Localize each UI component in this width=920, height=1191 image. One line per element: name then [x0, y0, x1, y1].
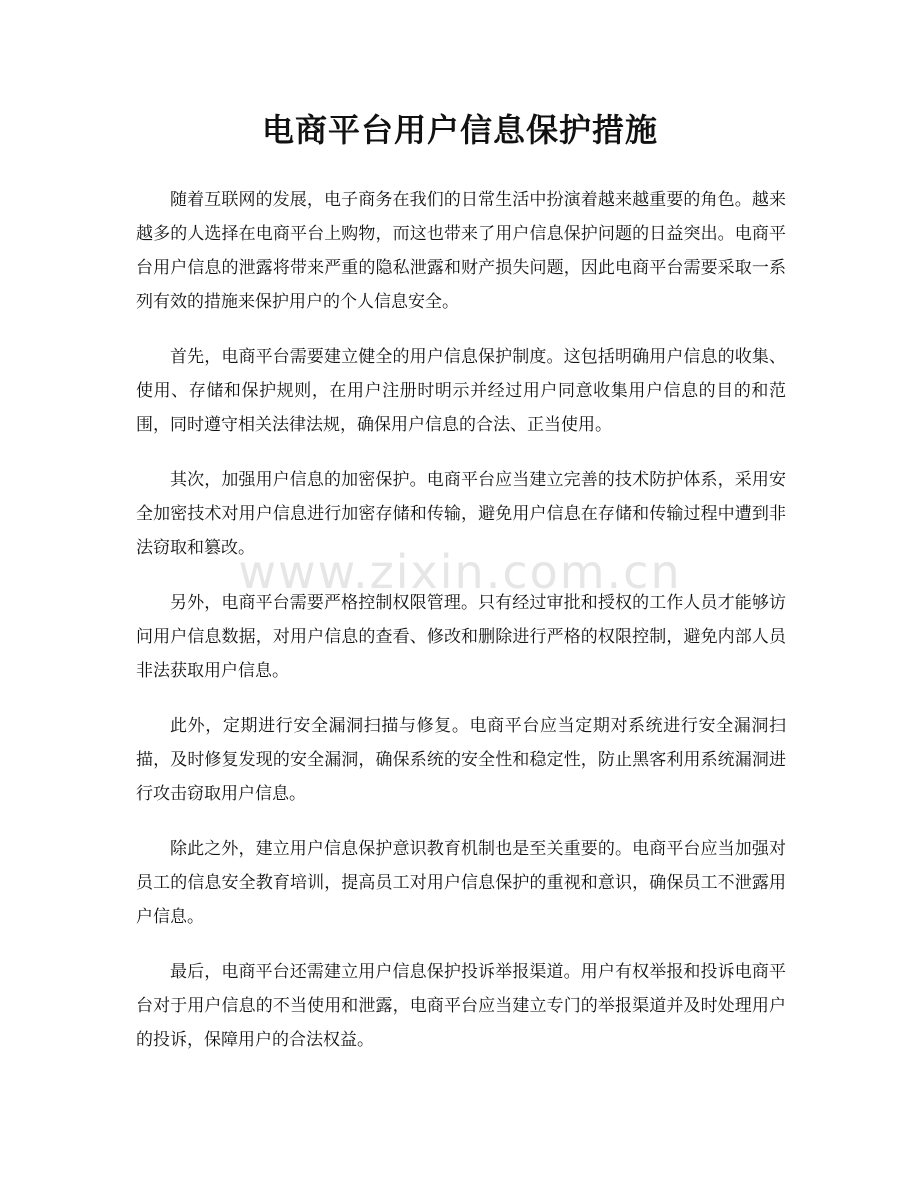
- paragraph-intro: 随着互联网的发展，电子商务在我们的日常生活中扮演着越来越重要的角色。越来越多的人选择在电商平台上购物，而这也带来了用户信息保护问题的日益突出。电商平台用户信息的泄露将带来严重的隐私泄露和财产损失问题，因此电商平台需要采取一系列有效的措施来保护用户的个人信息安全。: [136, 190, 786, 312]
- paragraph-complaints: 最后，电商平台还需建立用户信息保护投诉举报渠道。用户有权举报和投诉电商平台对于用户信息的不当使用和泄露，电商平台应当建立专门的举报渠道并及时处理用户的投诉，保障用户的合法权益。: [136, 962, 786, 1050]
- paragraph-vulnerability: 此外，定期进行安全漏洞扫描与修复。电商平台应当定期对系统进行安全漏洞扫描，及时修复发现的安全漏洞，确保系统的安全性和稳定性，防止黑客利用系统漏洞进行攻击窃取用户信息。: [136, 716, 786, 804]
- paragraph-permissions: 另外，电商平台需要严格控制权限管理。只有经过审批和授权的工作人员才能够访问用户信息数据，对用户信息的查看、修改和删除进行严格的权限控制，避免内部人员非法获取用户信息。: [136, 593, 786, 681]
- watermark: www.zixin.com.cn: [238, 545, 682, 599]
- paragraph-policy: 首先，电商平台需要建立健全的用户信息保护制度。这包括明确用户信息的收集、使用、存储和保护规则，在用户注册时明示并经过用户同意收集用户信息的目的和范围，同时遵守相关法律法规，确保用户信息的合法、正当使用。: [136, 347, 786, 435]
- page-title: 电商平台用户信息保护措施: [261, 111, 658, 149]
- document-body: [136, 183, 786, 1078]
- paragraph-encryption: 其次，加强用户信息的加密保护。电商平台应当建立完善的技术防护体系，采用安全加密技术对用户信息进行加密存储和传输，避免用户信息在存储和传输过程中遭到非法窃取和篡改。: [136, 470, 786, 558]
- paragraph-education: 除此之外，建立用户信息保护意识教育机制也是至关重要的。电商平台应当加强对员工的信息安全教育培训，提高员工对用户信息保护的重视和意识，确保员工不泄露用户信息。: [136, 839, 786, 927]
